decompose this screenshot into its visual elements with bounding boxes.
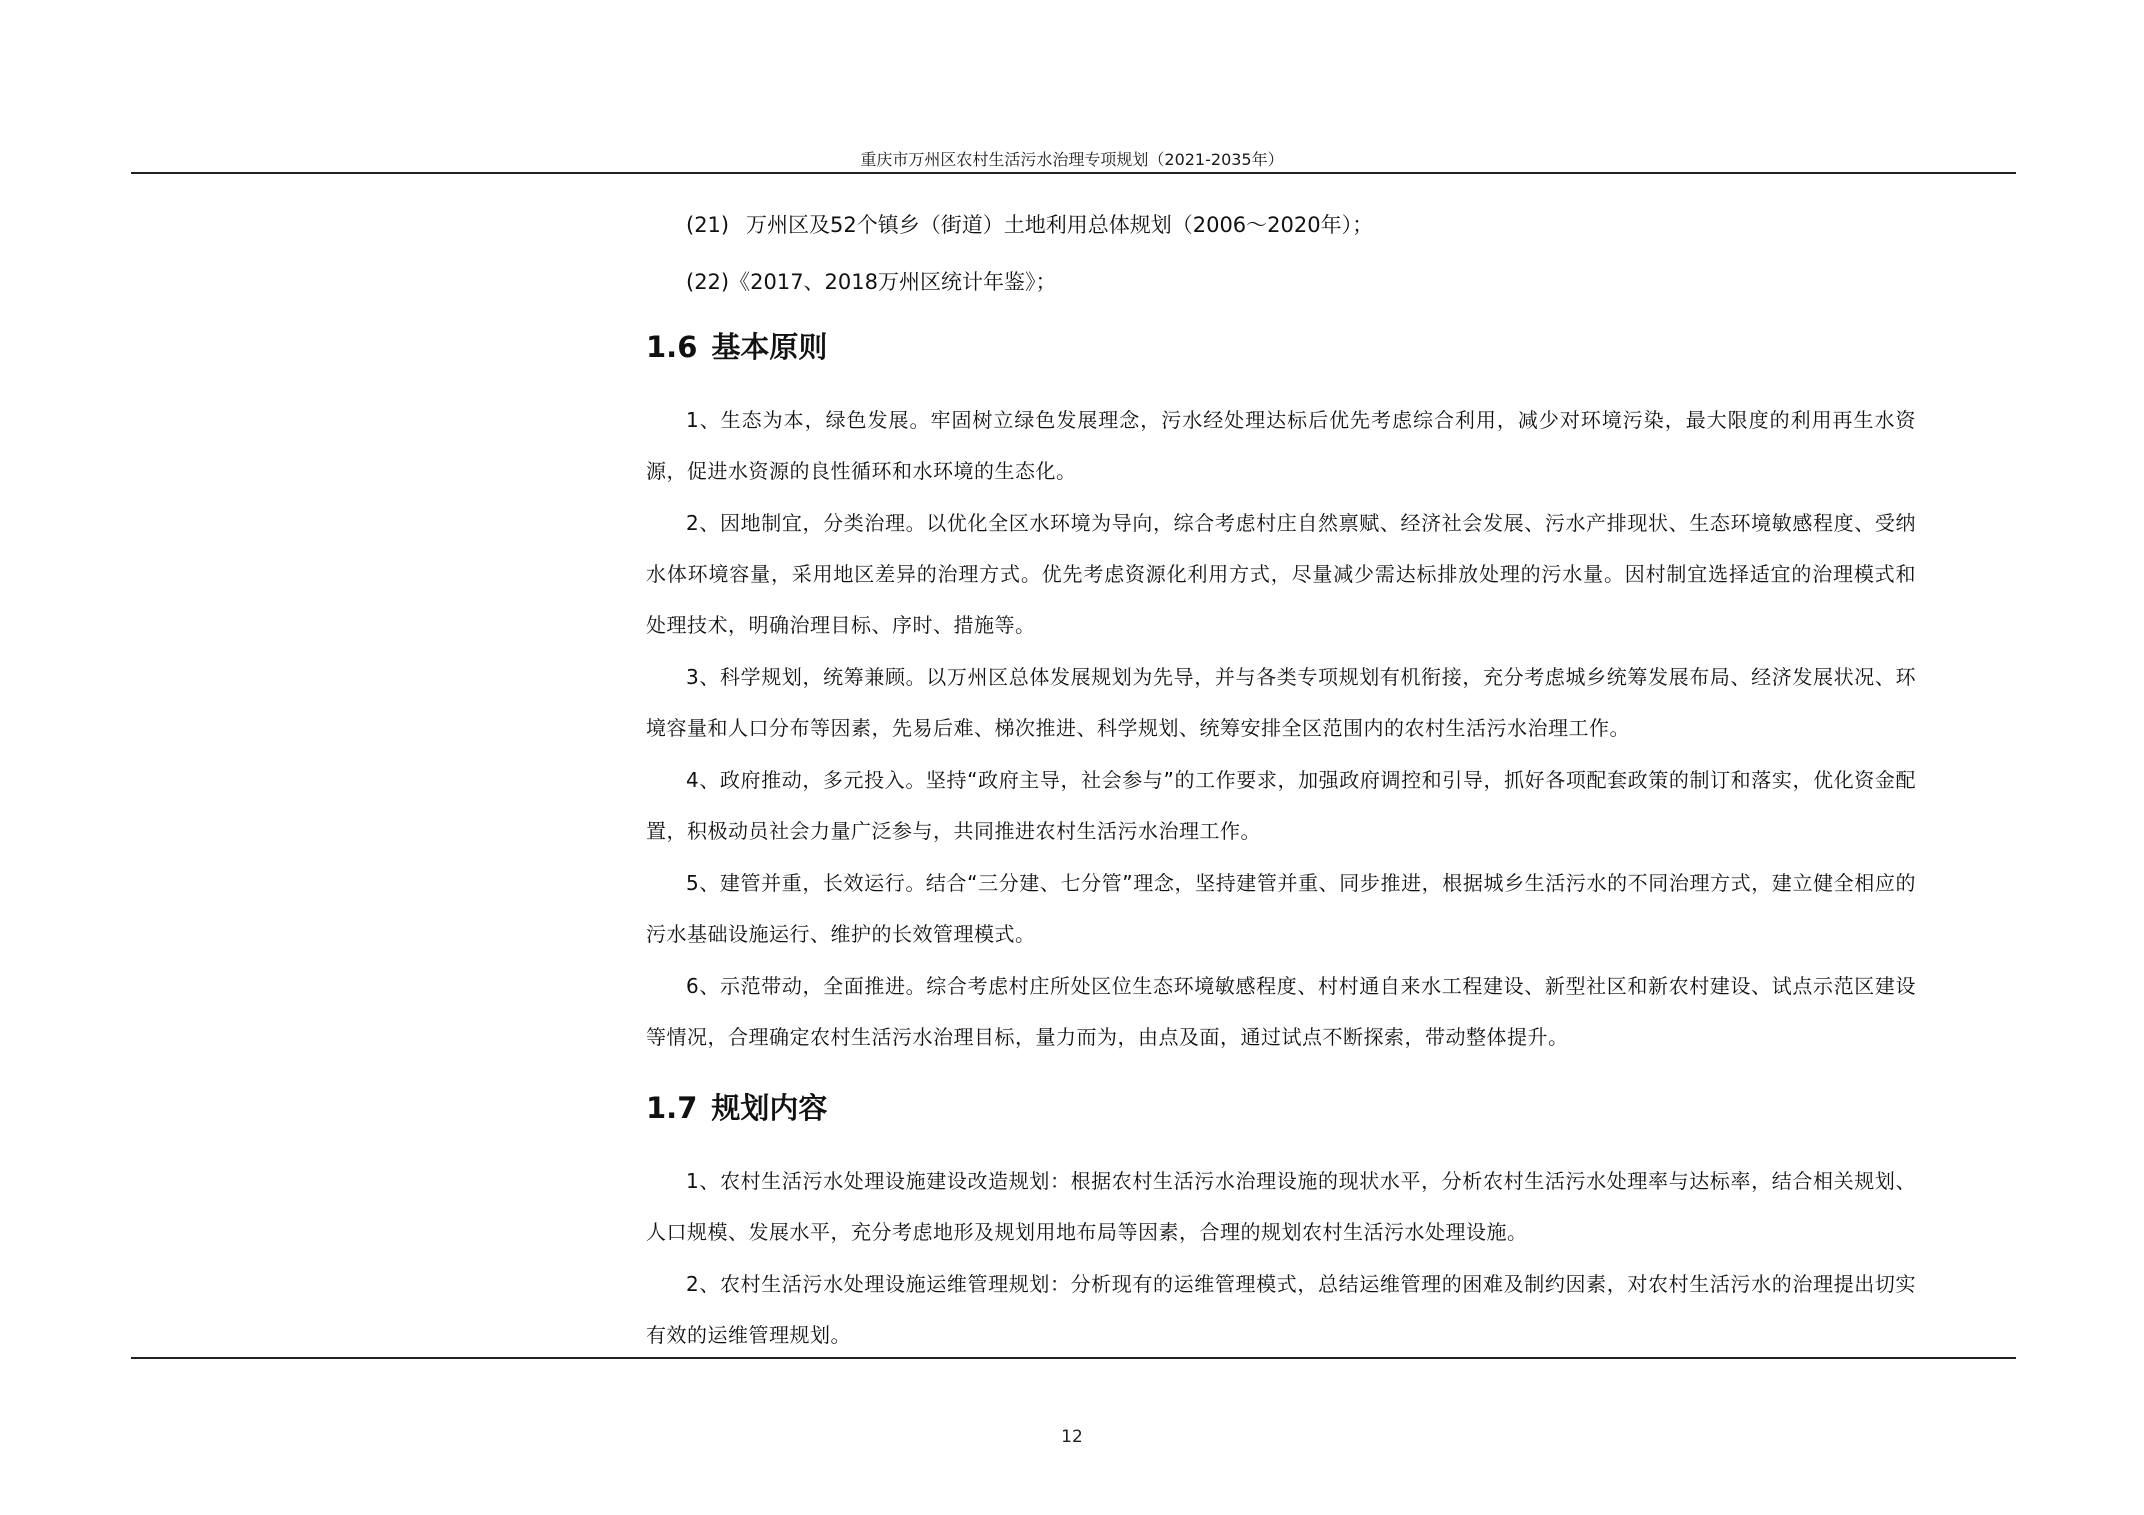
reference-text: 万州区及52个镇乡（街道）土地利用总体规划（2006～2020年）； [746, 213, 1374, 237]
paragraph: 2、因地制宜，分类治理。以优化全区水环境为导向，综合考虑村庄自然禀赋、经济社会发展、污水产排现状、生态环境敏感程度、受纳水体环境容量，采用地区差异的治理方式。优先考虑资源化利用方式，尽量减少需达标排放处理的污水量。因村制宜选择适宜的治理模式和处理技术，明确治理目标、序时、措施等。 [646, 511, 1916, 637]
page-number: 12 [1061, 1427, 1083, 1447]
section-number: 1.7 [646, 1091, 698, 1125]
paragraph: 3、科学规划，统筹兼顾。以万州区总体发展规划为先导，并与各类专项规划有机衔接，充分考虑城乡统筹发展布局、经济发展状况、环境容量和人口分布等因素，先易后难、梯次推进、科学规划、统筹安排全区范围内的农村生活污水治理工作。 [646, 665, 1916, 740]
section-heading [646, 327, 1916, 367]
paragraph: 1、农村生活污水处理设施建设改造规划：根据农村生活污水治理设施的现状水平，分析农村生活污水处理率与达标率，结合相关规划、人口规模、发展水平，充分考虑地形及规划用地布局等因素，合理的规划农村生活污水处理设施。 [646, 1169, 1916, 1244]
section-number: 1.6 [646, 330, 698, 364]
paragraph: 6、示范带动，全面推进。综合考虑村庄所处区位生态环境敏感程度、村村通自来水工程建设、新型社区和新农村建设、试点示范区建设等情况，合理确定农村生活污水治理目标，量力而为，由点及面，通过试点不断探索，带动整体提升。 [646, 974, 1916, 1049]
paragraph: 2、农村生活污水处理设施运维管理规划：分析现有的运维管理模式，总结运维管理的困难及制约因素，对农村生活污水的治理提出切实有效的运维管理规划。 [646, 1272, 1916, 1347]
section-title: 基本原则 [711, 330, 828, 364]
paragraph: 5、建管并重，长效运行。结合“三分建、七分管”理念，坚持建管并重、同步推进，根据城乡生活污水的不同治理方式，建立健全相应的污水基础设施运行、维护的长效管理模式。 [646, 871, 1916, 946]
reference-item [686, 262, 1916, 302]
page-header-title: 重庆市万州区农村生活污水治理专项规划（2021-2035年） [860, 150, 1284, 169]
paragraph: 1、生态为本，绿色发展。牢固树立绿色发展理念，污水经处理达标后优先考虑综合利用，减少对环境污染，最大限度的利用再生水资源，促进水资源的良性循环和水环境的生态化。 [646, 408, 1916, 483]
reference-item [686, 205, 1916, 245]
paragraph: 4、政府推动，多元投入。坚持“政府主导，社会参与”的工作要求，加强政府调控和引导，抓好各项配套政策的制订和落实，优化资金配置，积极动员社会力量广泛参与，共同推进农村生活污水治理工作。 [646, 768, 1916, 843]
reference-number: (22) [686, 270, 730, 294]
header-rule [131, 172, 2016, 174]
reference-text: 《2017、2018万州区统计年鉴》； [729, 270, 1057, 294]
footer-rule [131, 1357, 2016, 1359]
document-body [646, 205, 1916, 1361]
reference-number: (21) [686, 213, 730, 237]
section-heading [646, 1088, 1916, 1128]
section-title: 规划内容 [711, 1091, 828, 1125]
